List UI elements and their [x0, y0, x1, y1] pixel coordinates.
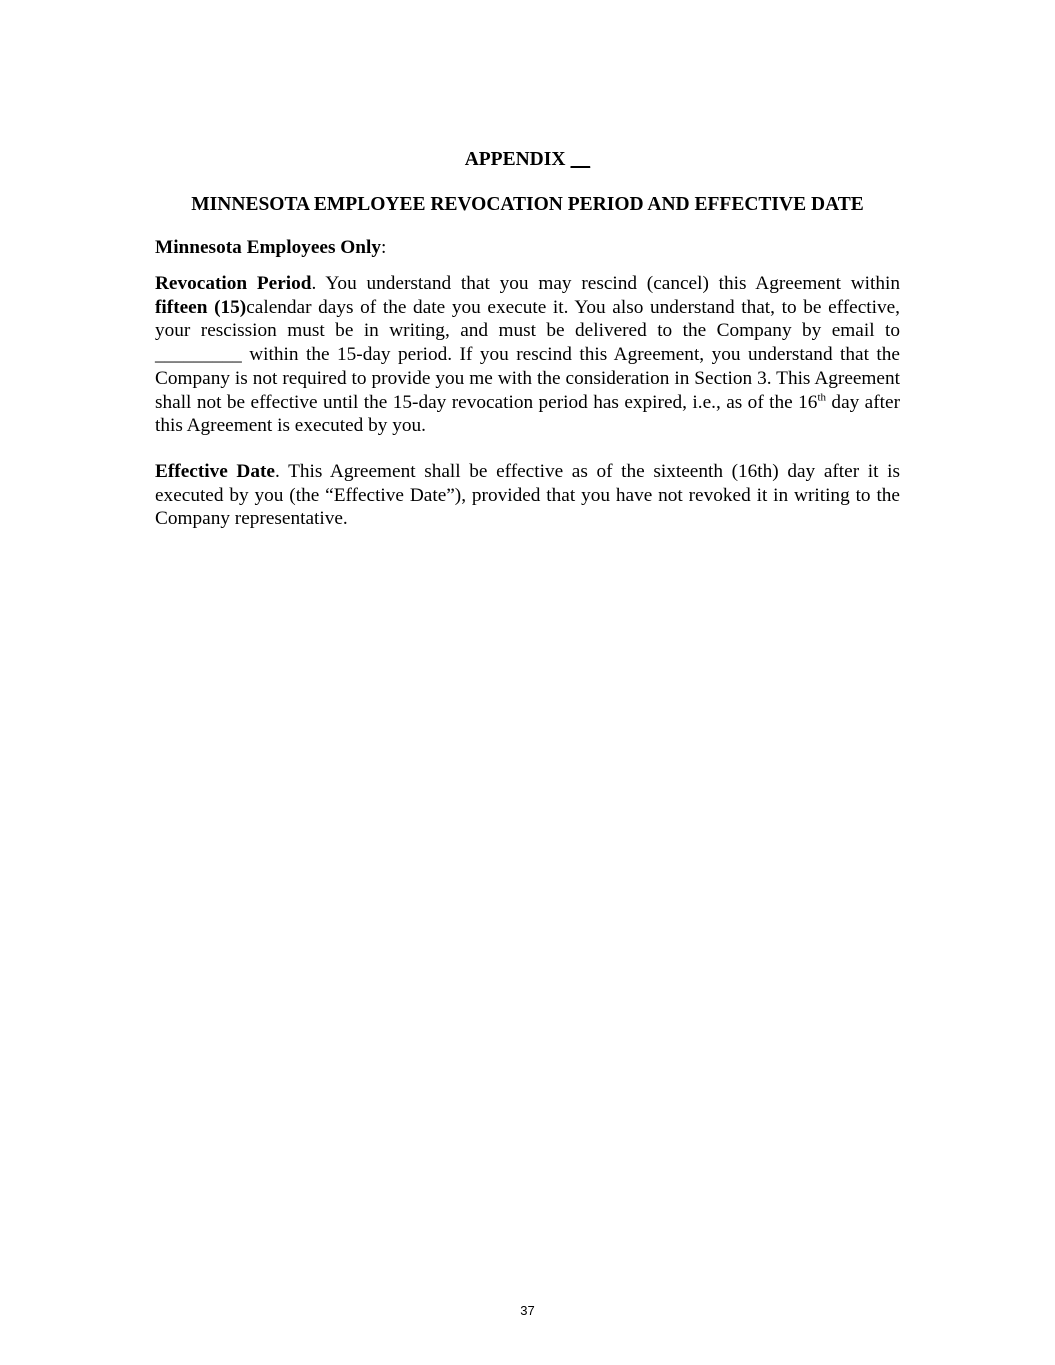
scope-label: Minnesota Employees Only: [155, 237, 382, 258]
scope-suffix: :: [381, 237, 387, 258]
effective-date-paragraph: [155, 460, 900, 531]
document-heading: MINNESOTA EMPLOYEE REVOCATION PERIOD AND EFFECTIVE DATE: [191, 194, 864, 215]
page-number: 37: [520, 1303, 535, 1318]
revocation-superscript: th: [817, 391, 826, 404]
appendix-label: APPENDIX: [464, 149, 566, 170]
revocation-heading: Revocation Period: [155, 273, 312, 294]
scope-line: [155, 236, 900, 260]
revocation-paragraph: [155, 272, 900, 438]
revocation-text-1: . You understand that you may rescind (cancel) this Agreement within: [311, 273, 901, 294]
appendix-title: [0, 146, 1055, 174]
appendix-number-blank: __: [570, 149, 591, 170]
effective-date-text: . This Agreement shall be effective as of the sixteenth (16th) day after it is executed by you (the “Effective Date”), provided that you have not revoked it in writing to the Company representative.: [155, 461, 900, 530]
revocation-text-3: day after this Agreement is executed by you.: [155, 391, 901, 437]
revocation-text-2: calendar days of the date you execute it. You also understand that, to be effective, your rescission must be in writing, and must be delivered to the Company by email to _________ within the 15-day period. If you rescind this Agreement, you understand that the Company is not required to provide you me with the consideration in Section 3. This Agreement shall not be effective until the 15-day revocation period has expired, i.e., as of the 16: [155, 296, 900, 413]
revocation-bold-term: fifteen (15): [155, 296, 247, 318]
effective-date-heading: Effective Date: [155, 461, 275, 482]
